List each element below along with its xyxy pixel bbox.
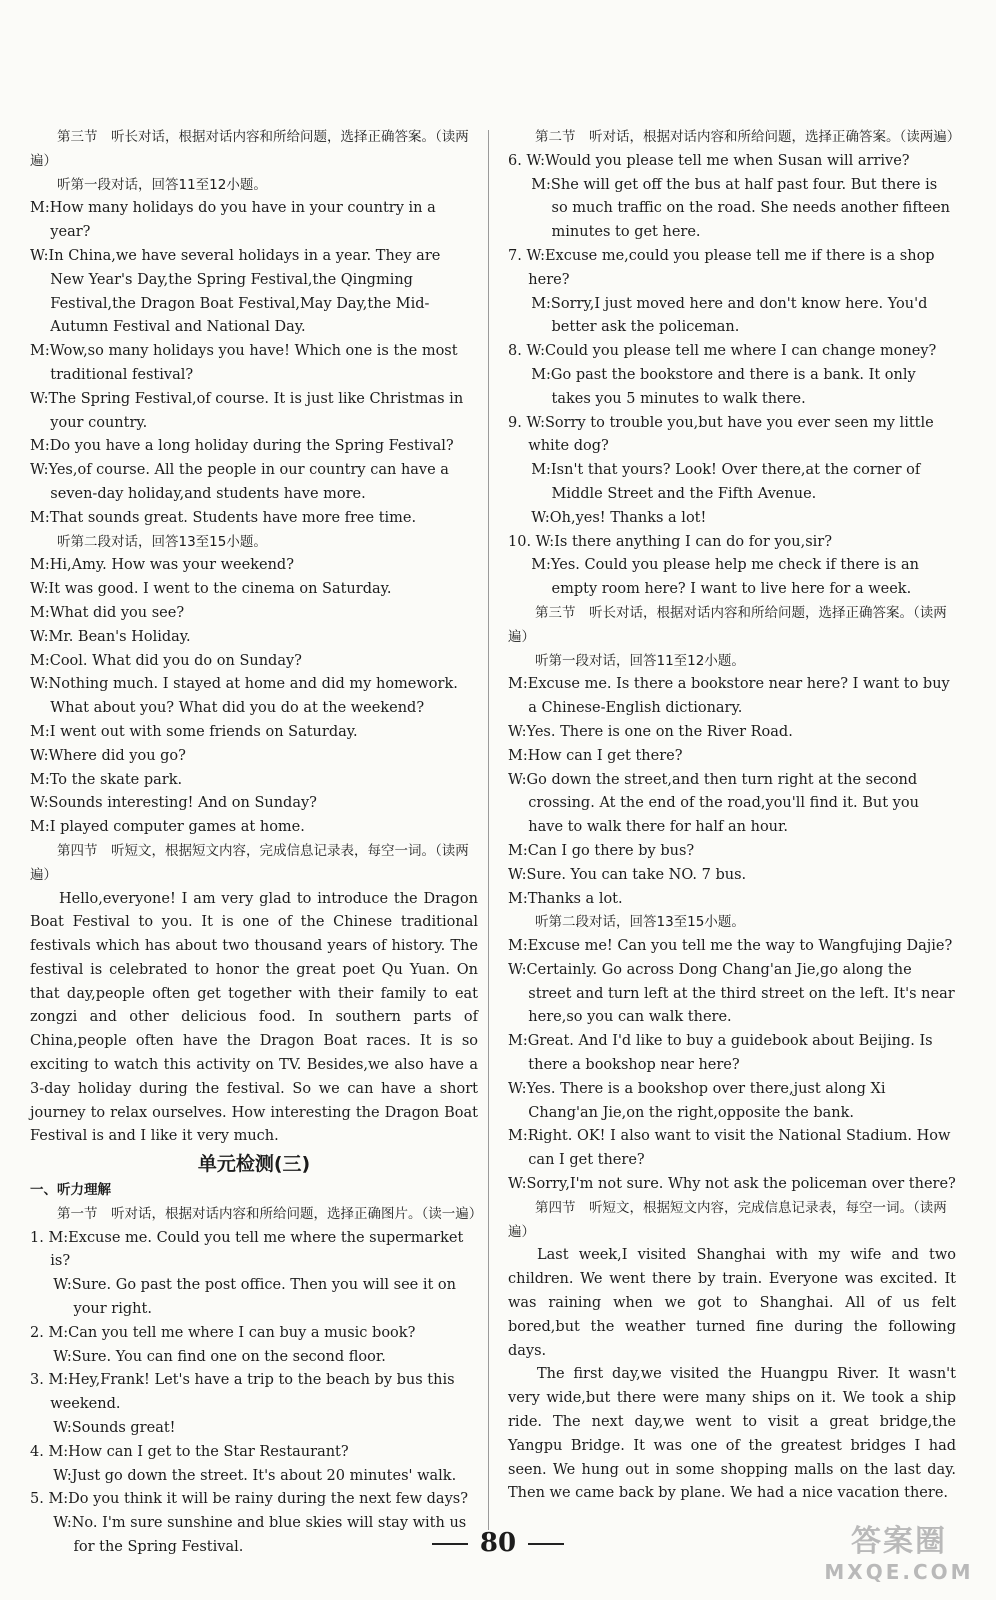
watermark-line1: 答案圈	[851, 1524, 947, 1559]
left-block-hi2: W:No. I'm sure sunshine and blue skies will stay with us for the Spring Festival.	[53, 1515, 467, 1556]
right-block-hi: 6. W:Would you please tell me when Susan will arrive?	[508, 152, 910, 169]
right-block-hd: 第四节 听短文，根据短文内容，完成信息记录表，每空一词。（读两遍）	[508, 1199, 947, 1240]
footer-dash-left	[432, 1543, 468, 1545]
right-block-hd: 第三节 听长对话，根据对话内容和所给问题，选择正确答案。（读两遍）	[508, 604, 947, 645]
right-block-hi: W:Certainly. Go across Dong Chang'an Jie,go along the street and turn left at the third street on the left. It's near here,so you can walk there.	[508, 961, 955, 1026]
left-block-hd: 第三节 听长对话，根据对话内容和所给问题，选择正确答案。（读两遍）	[30, 129, 469, 169]
left-block-hi2: W:Sure. You can find one on the second floor.	[53, 1348, 386, 1365]
left-block-title: 单元检测(三)	[197, 1153, 311, 1176]
right-block-hi: W:Sorry,I'm not sure. Why not ask the policeman over there?	[508, 1176, 956, 1193]
left-block-hi: M:Cool. What did you do on Sunday?	[30, 652, 302, 669]
right-block-hi: W:Yes. There is one on the River Road.	[508, 723, 793, 740]
left-block-hd: 第四节 听短文，根据短文内容，完成信息记录表，每空一词。（读两遍）	[30, 842, 469, 883]
right-block-hi: 10. W:Is there anything I can do for you,sir?	[508, 533, 833, 550]
right-block-hd: 第二节 听对话，根据对话内容和所给问题，选择正确答案。（读两遍）	[535, 129, 961, 145]
left-block-hi: 5. M:Do you think it will be rainy during the next few days?	[30, 1491, 468, 1508]
left-block-hi: 2. M:Can you tell me where I can buy a music book?	[30, 1324, 416, 1341]
right-block-hi: M:Excuse me! Can you tell me the way to Wangfujing Dajie?	[508, 938, 953, 955]
left-block-hi: M:Hi,Amy. How was your weekend?	[30, 557, 294, 574]
right-block-hi: M:Great. And I'd like to buy a guidebook about Beijing. Is there a bookshop near here?	[508, 1033, 933, 1074]
left-block-hi: W:The Spring Festival,of course. It is just like Christmas in your country.	[30, 390, 464, 431]
right-block-hi: M:Excuse me. Is there a bookstore near here? I want to buy a Chinese-English dictionary.	[508, 676, 950, 717]
left-block-hi: M:To the skate park.	[30, 771, 183, 788]
left-block-hi: W:Mr. Bean's Holiday.	[30, 628, 191, 645]
right-block-hi: M:Thanks a lot.	[508, 890, 623, 907]
watermark-line2: MXQE.COM	[824, 1560, 974, 1584]
left-block-hi: W:In China,we have several holidays in a year. They are New Year's Day,the Spring Festival,the Qingming Festival,the Dragon Boat Festival,May Day,the Mid-Autumn Festival and National Day.	[30, 247, 441, 336]
footer-dash-right	[528, 1543, 564, 1545]
left-block-hi: M:Do you have a long holiday during the Spring Festival?	[30, 438, 454, 455]
right-block-hi2: M:Sorry,I just moved here and don't know here. You'd better ask the policeman.	[531, 295, 928, 336]
right-block-hi2: M:She will get off the bus at half past four. But there is so much traffic on the road. She needs another fifteen minutes to get here.	[531, 176, 951, 241]
left-block-hi: M:That sounds great. Students have more free time.	[30, 509, 417, 526]
right-block-hi: 9. W:Sorry to trouble you,but have you ever seen my little white dog?	[508, 414, 934, 455]
left-block-hd: 听第二段对话，回答13至15小题。	[57, 533, 267, 550]
left-block-para: Hello,everyone! I am very glad to introduce the Dragon Boat Festival to you. It is one of the Chinese traditional festivals which has about two thousand years of history. The festival is celebrated to honor the great poet Qu Yuan. On that day,people often get together with their family to eat zongzi and other delicious food. In southern parts of China,people often have the Dragon Boat races. It is so exciting to watch this activity on TV. Besides,we also have a 3-day holiday during the festival. So we can have a short journey to relax ourselves. How interesting the Dragon Boat Festival is and I like it very much.	[30, 890, 478, 1145]
right-block-hi2: M:Go past the bookstore and there is a bank. It only takes you 5 minutes to walk there.	[531, 366, 916, 407]
right-block-hi: W:Sure. You can take NO. 7 bus.	[508, 866, 747, 883]
right-block-hi: M:Right. OK! I also want to visit the National Stadium. How can I get there?	[508, 1128, 951, 1169]
right-block-hi: W:Go down the street,and then turn right at the second crossing. At the end of the road,you'll find it. But you have to walk there for half an hour.	[508, 771, 919, 836]
left-block-hdb: 一、听力理解	[30, 1182, 111, 1199]
right-column	[508, 126, 961, 1506]
left-column	[30, 126, 483, 1560]
right-block-hi: M:Can I go there by bus?	[508, 842, 695, 859]
right-block-hi: M:How can I get there?	[508, 747, 683, 764]
left-block-hi: M:Wow,so many holidays you have! Which one is the most traditional festival?	[30, 343, 458, 383]
left-block-hi2: W:Sure. Go past the post office. Then you will see it on your right.	[53, 1277, 456, 1318]
right-block-hi2: W:Oh,yes! Thanks a lot!	[531, 509, 707, 526]
left-block-hi: 4. M:How can I get to the Star Restaurant?	[30, 1443, 349, 1460]
column-divider	[488, 130, 489, 1530]
left-block-hd: 第一节 听对话，根据对话内容和所给问题，选择正确图片。（读一遍）	[57, 1205, 483, 1222]
left-block-hi: M:I went out with some friends on Saturday.	[30, 723, 358, 740]
left-block-hi: 3. M:Hey,Frank! Let's have a trip to the beach by bus this weekend.	[30, 1372, 455, 1413]
watermark-logo	[824, 1516, 974, 1586]
page-number: 80	[479, 1528, 517, 1558]
right-block-para: The first day,we visited the Huangpu River. It wasn't very wide,but there were many ships on it. We took a ship ride. The next day,we went to visit a great bridge,the Yangpu Bridge. It was one of the greatest bridges I had seen. We hung out in some shopping malls on the last day. Then we came back by plane. We had a nice vacation there.	[508, 1366, 956, 1502]
right-block-para: Last week,I visited Shanghai with my wife and two children. We went there by train. Everyone was excited. It was raining when we got to Shanghai. All of us felt bored,but the weather turned fine during the following days.	[508, 1247, 956, 1359]
right-block-hi: 8. W:Could you please tell me where I can change money?	[508, 343, 937, 360]
left-block-hi: W:It was good. I went to the cinema on Saturday.	[30, 581, 392, 598]
left-block-hi: 1. M:Excuse me. Could you tell me where the supermarket is?	[30, 1229, 464, 1270]
left-block-hi2: W:Sounds great!	[53, 1420, 176, 1437]
right-block-hi2: M:Yes. Could you please help me check if there is an empty room here? I want to live here for a week.	[531, 557, 919, 598]
right-block-hi: W:Yes. There is a bookshop over there,just along Xi Chang'an Jie,on the right,opposite the bank.	[508, 1080, 886, 1121]
left-block-hi: M:How many holidays do you have in your country in a year?	[30, 200, 436, 241]
right-block-hd: 听第一段对话，回答11至12小题。	[535, 652, 745, 669]
left-block-hi: M:I played computer games at home.	[30, 819, 305, 836]
left-block-hi: M:What did you see?	[30, 604, 185, 621]
left-block-hi2: W:Just go down the street. It's about 20 minutes' walk.	[53, 1467, 457, 1484]
right-block-hi2: M:Isn't that yours? Look! Over there,at the corner of Middle Street and the Fifth Avenue.	[531, 462, 921, 502]
right-block-hd: 听第二段对话，回答13至15小题。	[535, 914, 745, 931]
left-block-hi: W:Yes,of course. All the people in our country can have a seven-day holiday,and students have more.	[30, 462, 449, 502]
right-block-hi: 7. W:Excuse me,could you please tell me if there is a shop here?	[508, 247, 935, 288]
left-block-hd: 听第一段对话，回答11至12小题。	[57, 176, 267, 193]
left-block-hi: W:Where did you go?	[30, 747, 186, 764]
left-block-hi: W:Nothing much. I stayed at home and did my homework. What about you? What did you do at the weekend?	[30, 676, 458, 717]
left-block-hi: W:Sounds interesting! And on Sunday?	[30, 795, 317, 812]
